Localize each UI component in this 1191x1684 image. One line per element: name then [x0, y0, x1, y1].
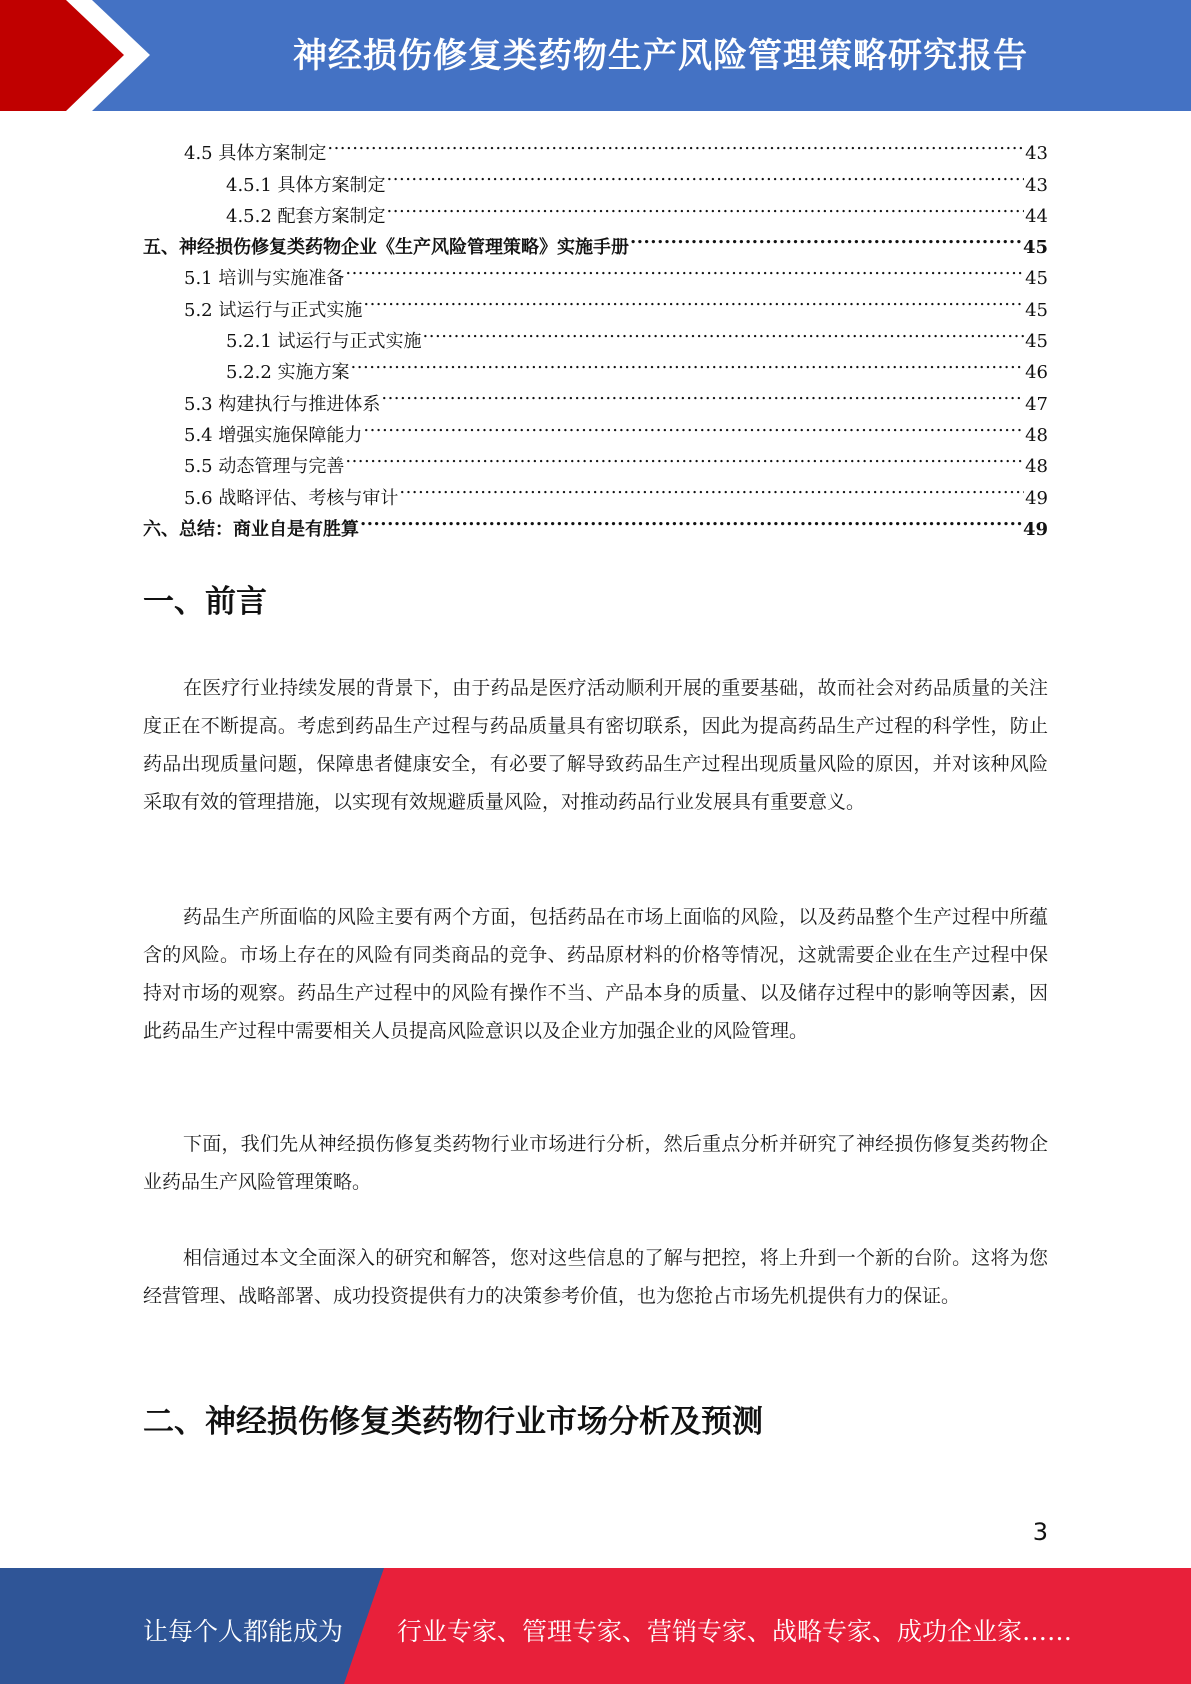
- toc-entry-label: 5.1 培训与实施准备: [184, 268, 345, 290]
- toc-entry-label: 4.5.1 具体方案制定: [226, 174, 386, 196]
- footer-slogan-left: 让每个人都能成为: [143, 1617, 344, 1646]
- toc-dot-leader: [363, 284, 1024, 315]
- toc-dot-leader: [345, 441, 1024, 472]
- paragraph: 下面，我们先从神经损伤修复类药物行业市场进行分析，然后重点分析并研究了神经损伤修复类药物企业药品生产风险管理策略。: [143, 1133, 1048, 1193]
- page-header: [0, 0, 1191, 111]
- toc-dot-leader: [399, 472, 1024, 503]
- toc-dot-leader: [360, 504, 1022, 535]
- toc-entry-page: 47: [1025, 393, 1048, 415]
- page-number: 3: [1032, 1518, 1048, 1546]
- report-title: 神经损伤修复类药物生产风险管理策略研究报告: [293, 36, 1028, 76]
- toc-dot-leader: [363, 410, 1024, 441]
- toc-entry-label: 5.5 动态管理与完善: [184, 456, 345, 478]
- footer-slogan-right: 行业专家、管理专家、营销专家、战略专家、成功企业家……: [397, 1617, 1073, 1646]
- toc-entry-label: 五、神经损伤修复类药物企业《生产风险管理策略》实施手册: [143, 237, 629, 259]
- toc-entry-page: 45: [1022, 237, 1048, 259]
- toc-entry-page: 45: [1025, 268, 1048, 290]
- toc-dot-leader: [387, 191, 1025, 222]
- paragraph: 在医疗行业持续发展的背景下，由于药品是医疗活动顺利开展的重要基础，故而社会对药品质量的关注度正在不断提高。考虑到药品生产过程与药品质量具有密切联系，因此为提高药品生产过程的科学性，防止药品出现质量问题，保障患者健康安全，有必要了解导致药品生产过程出现质量风险的原因，并对该种风险采取有效的管理措施，以实现有效规避质量风险，对推动药品行业发展具有重要意义。: [143, 677, 1048, 813]
- toc-dot-leader: [345, 253, 1024, 284]
- toc-entry-label: 六、总结：商业自是有胜算: [143, 518, 359, 540]
- toc-entry-label: 4.5.2 配套方案制定: [226, 205, 386, 227]
- toc-entry-label: 5.2 试运行与正式实施: [184, 299, 363, 321]
- paragraph: 药品生产所面临的风险主要有两个方面，包括药品在市场上面临的风险，以及药品整个生产过程中所蕴含的风险。市场上存在的风险有同类商品的竞争、药品原材料的价格等情况，这就需要企业在生产过程中保持对市场的观察。药品生产过程中的风险有操作不当、产品本身的质量、以及储存过程中的影响等因素，因此药品生产过程中需要相关人员提高风险意识以及企业方加强企业的风险管理。: [143, 906, 1048, 1042]
- toc-entry-page: 45: [1025, 331, 1048, 353]
- toc-entry-label: 5.2.1 试运行与正式实施: [226, 331, 422, 353]
- toc-entry-page: 48: [1025, 424, 1048, 446]
- toc-entry-label: 5.4 增强实施保障能力: [184, 424, 363, 446]
- section-heading-preface: 一、前言: [143, 584, 267, 620]
- toc-dot-leader: [423, 316, 1025, 347]
- toc-entry-label: 5.2.2 实施方案: [226, 362, 350, 384]
- section-heading-market-analysis: 二、神经损伤修复类药物行业市场分析及预测: [143, 1404, 763, 1440]
- toc-dot-leader: [351, 347, 1025, 378]
- toc-entry-page: 45: [1025, 299, 1048, 321]
- page-footer: [0, 1568, 1191, 1684]
- toc-entry-page: 46: [1025, 362, 1048, 384]
- toc-entry-page: 44: [1025, 205, 1048, 227]
- toc-dot-leader: [630, 222, 1022, 253]
- toc-entry-page: 43: [1025, 174, 1048, 196]
- toc-entry-label: 4.5 具体方案制定: [184, 143, 327, 165]
- toc-entry-page: 43: [1025, 143, 1048, 165]
- toc-dot-leader: [387, 159, 1025, 190]
- toc-entry[interactable]: [143, 128, 1048, 165]
- toc-dot-leader: [381, 378, 1024, 409]
- paragraph: 相信通过本文全面深入的研究和解答，您对这些信息的了解与把控，将上升到一个新的台阶。这将为您经营管理、战略部署、成功投资提供有力的决策参考价值，也为您抢占市场先机提供有力的保证。: [143, 1247, 1048, 1307]
- toc-entry-page: 49: [1025, 487, 1048, 509]
- toc-entry-label: 5.3 构建执行与推进体系: [184, 393, 381, 415]
- toc-dot-leader: [327, 128, 1024, 159]
- toc-entry-label: 5.6 战略评估、考核与审计: [184, 487, 399, 509]
- toc-entry-page: 48: [1025, 456, 1048, 478]
- table-of-contents: [143, 128, 1048, 540]
- toc-entry-page: 49: [1022, 518, 1048, 540]
